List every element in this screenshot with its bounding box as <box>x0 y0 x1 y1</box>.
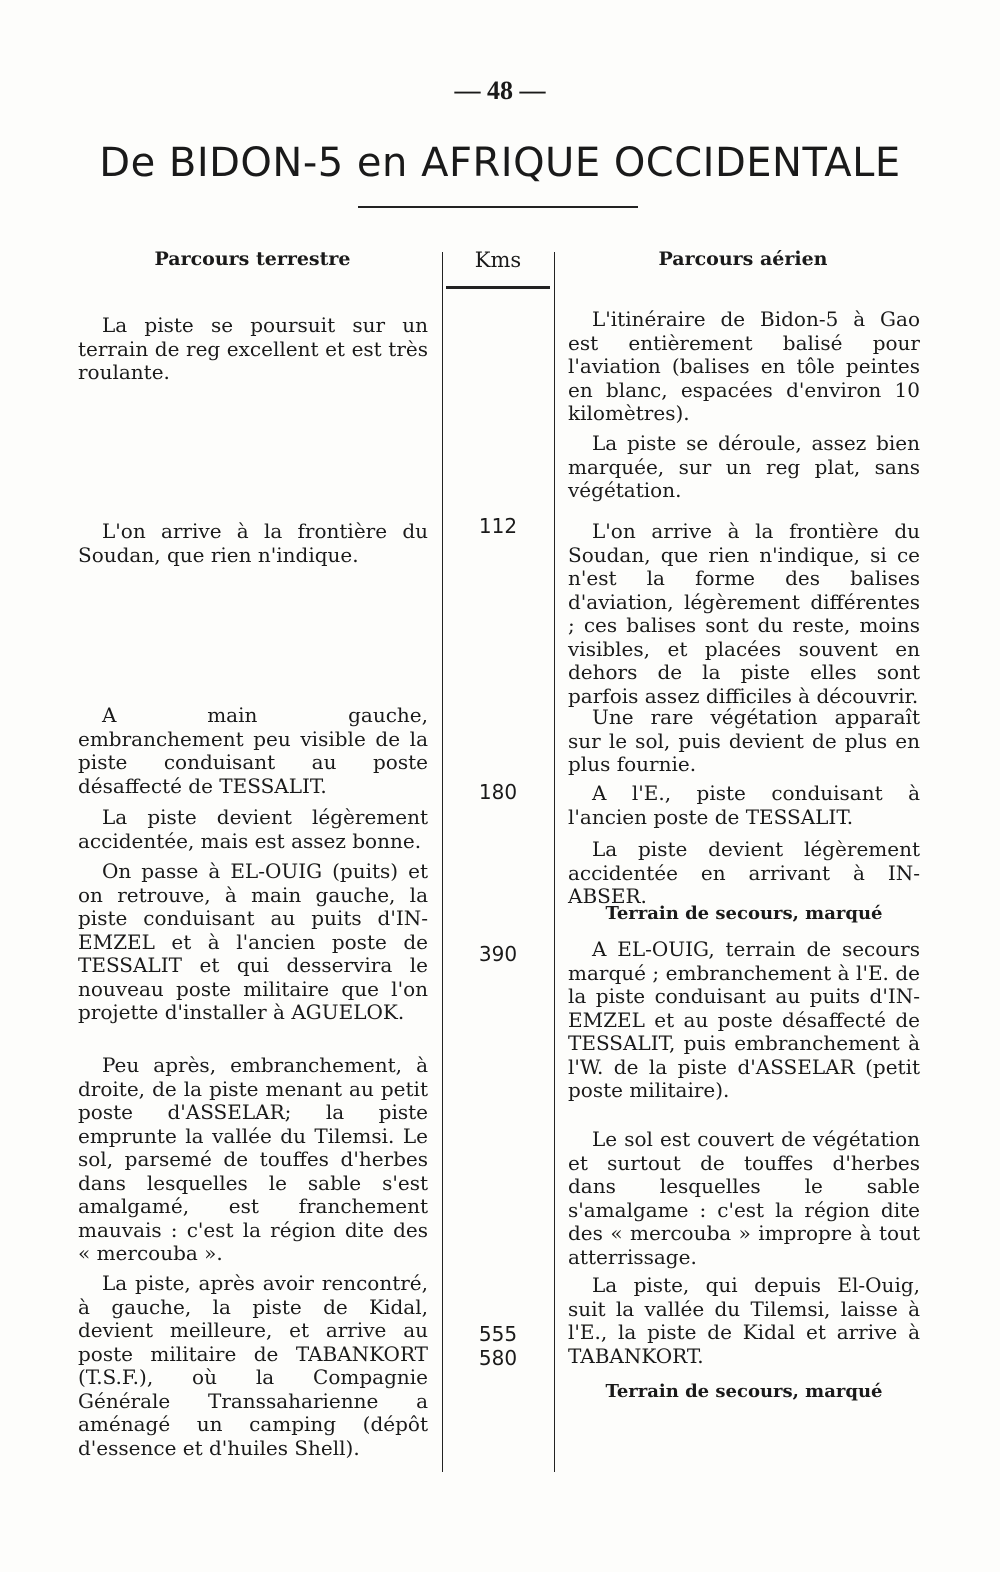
paragraph: La piste se déroule, assez bien marquée, sur un reg plat, sans végétation. <box>568 431 920 502</box>
heading-land-route: Parcours terrestre <box>154 248 351 270</box>
paragraph: La piste devient légèrement accidentée, mais est assez bonne. <box>78 805 428 853</box>
km-marker: 580 <box>478 1346 518 1370</box>
paragraph: A l'E., piste conduisant à l'ancien poste de TESSALIT. <box>568 781 920 829</box>
paragraph: A main gauche, embranchement peu visible de la piste conduisant au poste désaffecté de TESSALIT. <box>78 703 428 798</box>
paragraph: La piste, qui depuis El-Ouig, suit la vallée du Tilemsi, laisse à l'E., la piste de Kidal et arrive à TABANKORT. <box>568 1273 920 1368</box>
heading-air-route: Parcours aérien <box>658 248 828 270</box>
heading-kms: Kms <box>474 248 522 272</box>
paragraph: L'itinéraire de Bidon-5 à Gao est entièrement balisé pour l'aviation (balises en tôle peintes en blanc, espacées d'environ 10 kilomètres). <box>568 307 920 425</box>
km-marker: 112 <box>478 514 518 538</box>
paragraph: Une rare végétation apparaît sur le sol, puis devient de plus en plus fournie. <box>568 705 920 776</box>
paragraph: A EL-OUIG, terrain de secours marqué ; embranchement à l'E. de la piste conduisant au puits d'IN-EMZEL et au poste désaffecté de TESSALIT, puis embranchement à l'W. de la piste d'ASSELAR (petit poste militaire). <box>568 937 920 1102</box>
paragraph: La piste, après avoir rencontré, à gauche, la piste de Kidal, devient meilleure, et arrive au poste militaire de TABANKORT (T.S.F.), où la Compagnie Générale Transsaharienne a aménagé un camping (dépôt d'essence et d'huiles Shell). <box>78 1271 428 1460</box>
paragraph: On passe à EL-OUIG (puits) et on retrouve, à main gauche, la piste conduisant au puits d'IN-EMZEL et à l'ancien poste de TESSALIT et qui desservira le nouveau poste militaire que l'on projette d'installer à AGUELOK. <box>78 859 428 1024</box>
km-marker: 390 <box>478 942 518 966</box>
subheading-emergency-field: Terrain de secours, marqué <box>605 903 883 924</box>
subheading-emergency-field: Terrain de secours, marqué <box>605 1381 883 1402</box>
page-title: De BIDON-5 en AFRIQUE OCCIDENTALE <box>99 140 901 186</box>
km-marker: 180 <box>478 780 518 804</box>
kms-rule <box>446 286 550 289</box>
paragraph: La piste devient légèrement accidentée en arrivant à IN-ABSER. <box>568 837 920 908</box>
column-divider <box>442 252 443 1472</box>
km-marker: 555 <box>478 1322 518 1346</box>
title-rule <box>358 206 638 208</box>
paragraph: L'on arrive à la frontière du Soudan, que rien n'indique, si ce n'est la forme des balises d'aviation, légèrement différentes ; ces balises sont du reste, moins visibles, et placées souvent en dehors de la piste elles sont parfois assez difficiles à découvrir. <box>568 519 920 708</box>
paragraph: La piste se poursuit sur un terrain de reg excellent et est très roulante. <box>78 313 428 384</box>
paragraph: Peu après, embranchement, à droite, de la piste menant au petit poste d'ASSELAR; la piste emprunte la vallée du Tilemsi. Le sol, parsemé de touffes d'herbes dans lesquelles le sable s'est amalgamé, est franchement mauvais : c'est la région dite des « mercouba ». <box>78 1053 428 1265</box>
paragraph: Le sol est couvert de végétation et surtout de touffes d'herbes dans lesquelles le sable s'amalgame : c'est la région dite des « mercouba » impropre à tout atterrissage. <box>568 1127 920 1269</box>
column-divider <box>554 252 555 1472</box>
paragraph: L'on arrive à la frontière du Soudan, que rien n'indique. <box>78 519 428 567</box>
page-number: — 48 — <box>454 76 546 105</box>
